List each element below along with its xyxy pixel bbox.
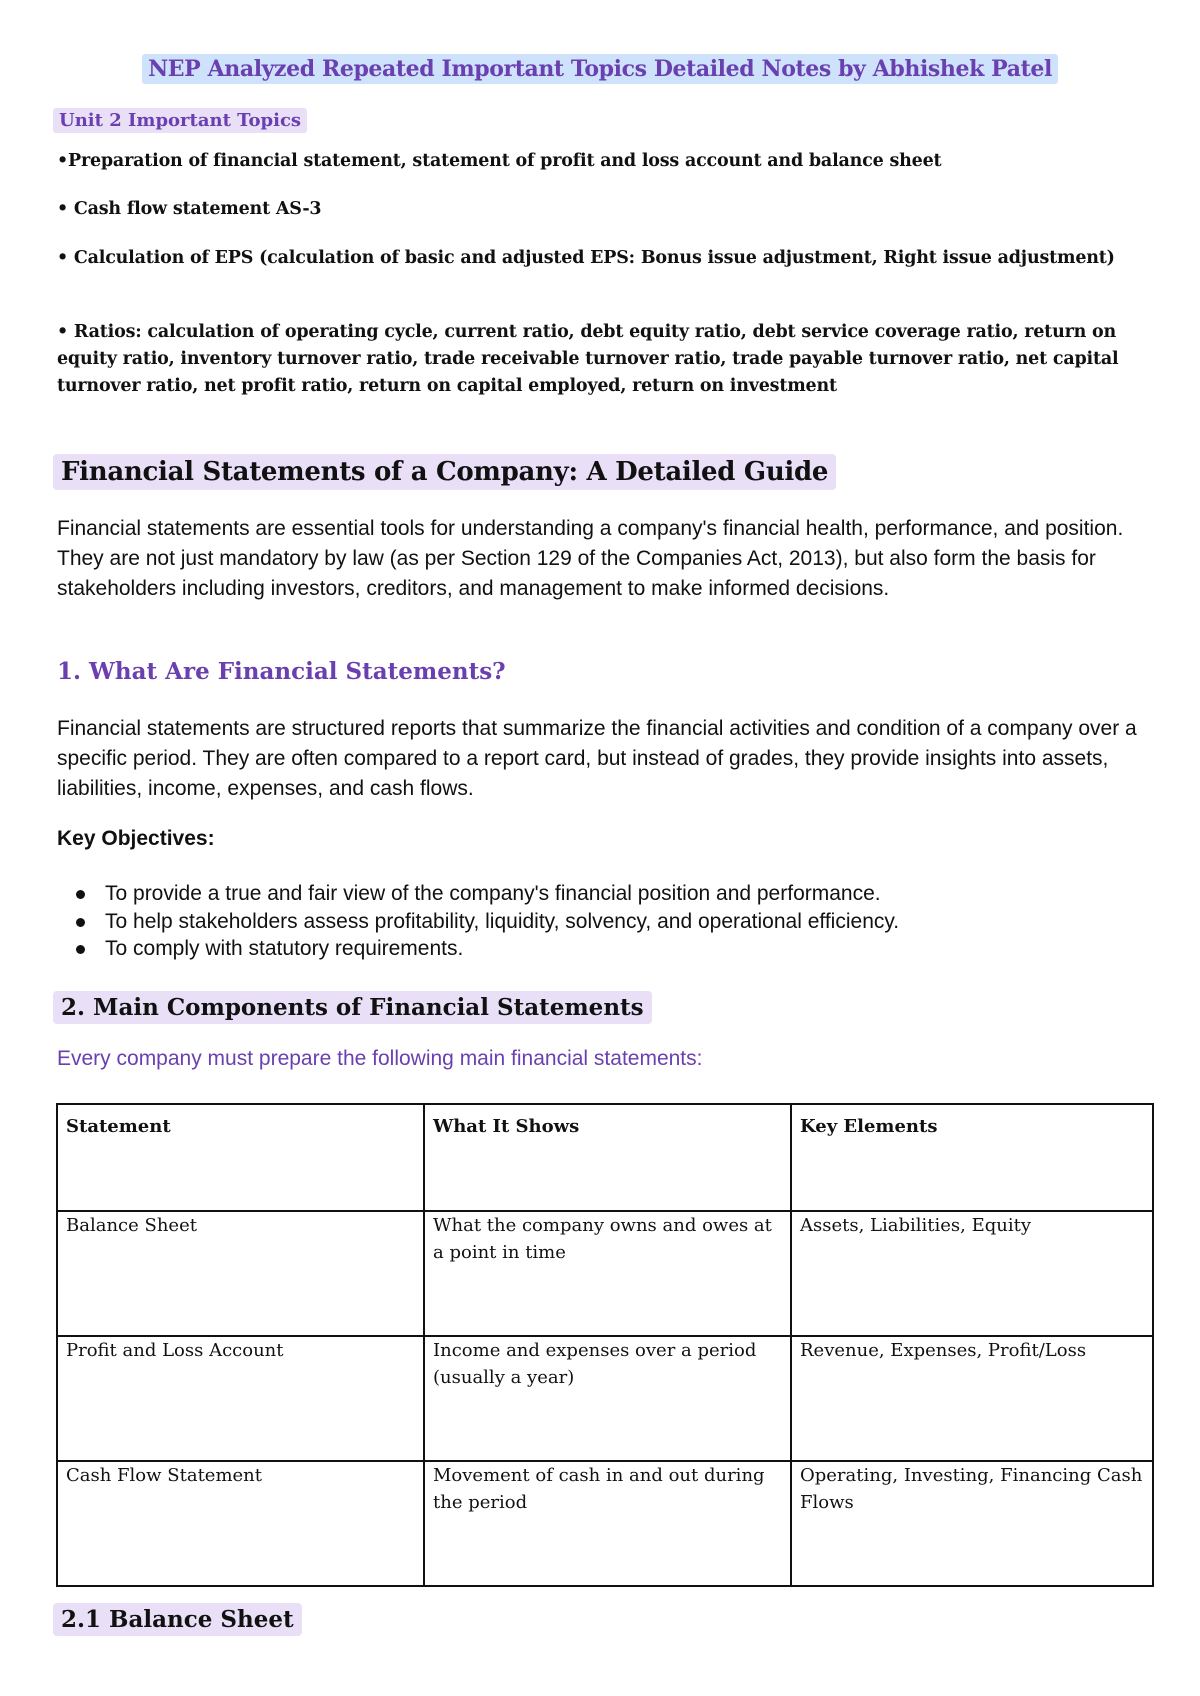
table-header-cell: What It Shows [424,1104,791,1211]
topic-item: • Calculation of EPS (calculation of basic and adjusted EPS: Bonus issue adjustment, Right issue adjustment) [57,248,1115,268]
document-title [0,54,1200,84]
table-cell: What the company owns and owes at a point in time [424,1211,791,1336]
section-2-heading: 2. Main Components of Financial Statements [53,991,652,1024]
unit-tag: Unit 2 Important Topics [53,108,307,133]
table-cell: Movement of cash in and out during the period [424,1461,791,1586]
section-1-heading: 1. What Are Financial Statements? [57,658,506,685]
list-item-text: To provide a true and fair view of the company's financial position and performance. [105,882,881,905]
table-cell: Operating, Investing, Financing Cash Flows [791,1461,1153,1586]
table-header-cell: Key Elements [791,1104,1153,1211]
table-header-row [57,1104,1153,1211]
table-cell: Assets, Liabilities, Equity [791,1211,1153,1336]
intro-paragraph: Financial statements are essential tools for understanding a company's financial health, performance, and position. They are not just mandatory by law (as per Section 129 of the Companies Act, 2013), but also form the basis for stakeholders including investors, creditors, and management to make informed decisions. [57,517,1124,600]
list-item [57,908,1157,936]
document-title-text: NEP Analyzed Repeated Important Topics Detailed Notes by Abhishek Patel [142,54,1058,84]
table-header-cell: Statement [57,1104,424,1211]
table-cell: Profit and Loss Account [57,1336,424,1461]
table-row [57,1211,1153,1336]
table-cell: Balance Sheet [57,1211,424,1336]
section-2-1-heading: 2.1 Balance Sheet [53,1603,302,1636]
key-objectives-list [57,880,1157,963]
guide-heading: Financial Statements of a Company: A Detailed Guide [53,454,836,490]
list-item [57,880,1157,908]
statements-table [56,1103,1154,1587]
section-1-paragraph: Financial statements are structured reports that summarize the financial activities and condition of a company over a specific period. They are often compared to a report card, but instead of grades, they provide insights into assets, liabilities, income, expenses, and cash flows. [57,717,1137,800]
topic-item: • Ratios: calculation of operating cycle, current ratio, debt equity ratio, debt service coverage ratio, return on equity ratio, inventory turnover ratio, trade receivable turnover ratio, trade payable turnover ratio, net capital turnover ratio, net profit ratio, return on capital employed, return on investment [57,322,1119,396]
list-item [57,935,1157,963]
topic-item: •Preparation of financial statement, statement of profit and loss account and balance sheet [57,151,942,171]
list-item-text: To comply with statutory requirements. [105,937,464,960]
table-cell: Revenue, Expenses, Profit/Loss [791,1336,1153,1461]
bullet-icon [76,890,85,899]
section-2-intro: Every company must prepare the following main financial statements: [57,1047,703,1070]
topic-item: • Cash flow statement AS-3 [57,199,322,219]
table-row [57,1336,1153,1461]
table-row [57,1461,1153,1586]
key-objectives-label: Key Objectives: [57,827,215,850]
list-item-text: To help stakeholders assess profitability, liquidity, solvency, and operational efficiency. [105,909,900,933]
table-cell: Income and expenses over a period (usually a year) [424,1336,791,1461]
bullet-icon [76,945,85,954]
bullet-icon [76,918,85,927]
table-cell: Cash Flow Statement [57,1461,424,1586]
